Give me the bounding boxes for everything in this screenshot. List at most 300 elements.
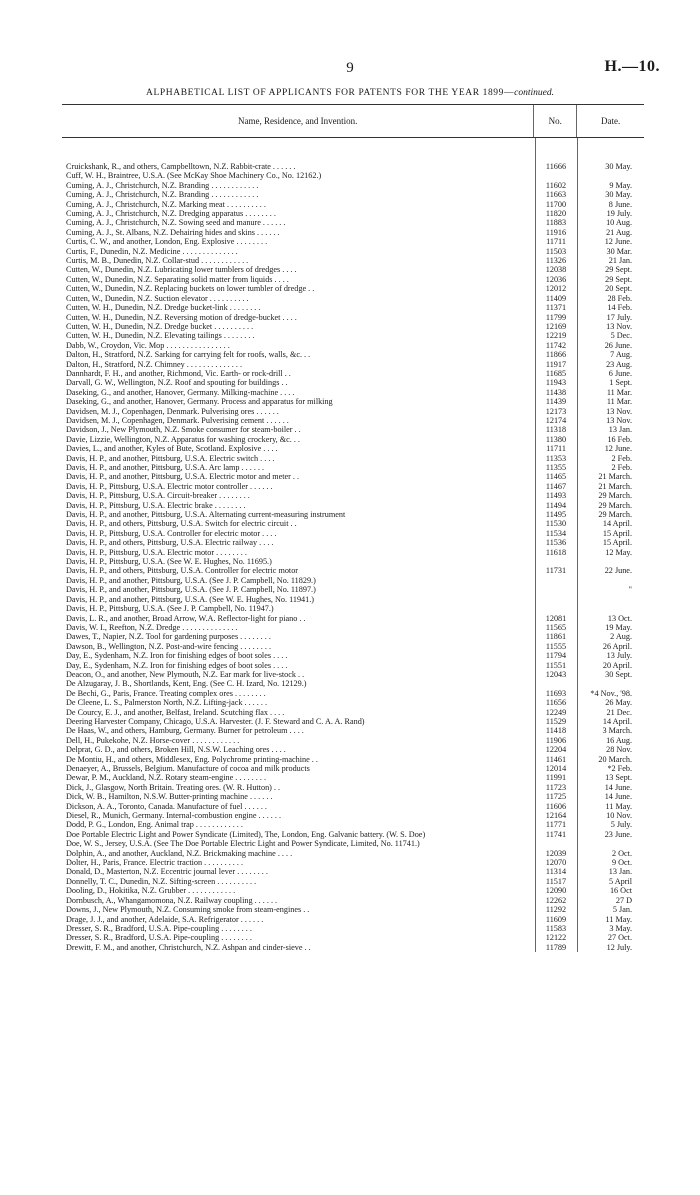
applicant-entry: Davidsen, M. J., Copenhagen, Denmark. Pulverising cement . . . . . . — [66, 415, 289, 425]
application-date: 28 Feb. — [607, 293, 632, 303]
patent-number: 11380 — [545, 434, 567, 444]
application-date: 6 June. — [608, 368, 632, 378]
applicant-entry: Dick, J., Glasgow, North Britain. Treating ores. (W. R. Hutton) . . — [66, 782, 281, 792]
patent-number: 11534 — [545, 528, 567, 538]
application-date: 13 Jan. — [608, 867, 632, 877]
application-date: 14 Feb. — [607, 303, 632, 313]
applicant-entry: Dell, H., Pukekohe, N.Z. Horse-cover . . . . . . . . . . . . — [66, 735, 240, 745]
applicant-entry: Davis, H. P., and another, Pittsburg, U.S.A. (See W. E. Hughes, No. 11941.) — [66, 594, 315, 604]
patent-number: 11465 — [545, 472, 567, 482]
table-row — [62, 181, 644, 190]
patent-number — [535, 171, 577, 180]
table-row — [62, 529, 644, 538]
applicant-entry: Davis, H. P., and another, Pittsburg, U.S.A. Electric switch . . . . — [66, 453, 275, 463]
application-date: 12 June. — [604, 237, 632, 247]
applicant-entry: Day, E., Sydenham, N.Z. Iron for finishing edges of boot soles . . . . — [66, 651, 288, 661]
patent-number: 11656 — [545, 698, 567, 708]
patent-number: 11551 — [545, 660, 567, 670]
table-row — [62, 454, 644, 463]
patent-number: 11583 — [545, 923, 567, 933]
patent-number: 11725 — [545, 792, 567, 802]
application-date: 20 March. — [598, 754, 632, 764]
patent-number — [535, 557, 577, 566]
table-row — [62, 472, 644, 481]
table-row — [62, 265, 644, 274]
applicant-entry: Drage, J. J., and another, Adelaide, S.A. Refrigerator . . . . . . — [66, 914, 264, 924]
application-date: 19 May. — [605, 622, 632, 632]
patent-number: 11700 — [545, 199, 567, 209]
application-date: 8 June. — [608, 199, 632, 209]
patent-number: 11789 — [545, 942, 567, 952]
patent-number: 11292 — [545, 905, 567, 915]
patent-number: 11418 — [545, 726, 567, 736]
application-date: 15 April. — [602, 538, 632, 548]
patent-number: 11917 — [545, 359, 567, 369]
application-date: 2 Oct. — [611, 848, 632, 858]
application-date: 5 Jan. — [612, 905, 632, 915]
patent-number: 11991 — [545, 773, 567, 783]
patent-number: 11326 — [545, 256, 567, 266]
patent-number: 11820 — [545, 209, 567, 219]
table-row — [62, 463, 644, 472]
patent-number: 12038 — [545, 265, 567, 275]
application-date: 29 Sept. — [605, 274, 632, 284]
table-row — [62, 331, 644, 340]
application-date: 20 Sept. — [605, 284, 632, 294]
table-row — [62, 811, 644, 820]
applicant-entry: Cuff, W. H., Braintree, U.S.A. (See McKay Shoe Machinery Co., No. 12162.) — [66, 171, 322, 181]
table-row — [62, 670, 644, 679]
patent-number: 11711 — [546, 444, 566, 454]
application-date: 14 April. — [602, 716, 632, 726]
table-row — [62, 350, 644, 359]
patent-number: 11794 — [545, 651, 567, 661]
patent-number: 11439 — [545, 397, 567, 407]
patent-number: 11355 — [545, 463, 567, 472]
applicant-entry: Donnelly, T. C., Dunedin, N.Z. Sifting-screen . . . . . . . . . . — [66, 876, 257, 886]
table-row — [62, 275, 644, 284]
applicant-entry: Deering Harvester Company, Chicago, U.S.A. Harvester. (J. F. Steward and C. A. A. Rand) — [66, 716, 365, 726]
application-date: 21 March. — [598, 472, 632, 482]
application-date: 5 July. — [610, 820, 632, 830]
applicant-entry: Davis, H. P., and another, Pittsburg, U.S.A. Electric motor and meter . . — [66, 472, 300, 482]
table-row — [62, 247, 644, 256]
column-header-name: Name, Residence, and Invention. — [62, 105, 534, 137]
table-row — [62, 303, 644, 312]
application-date: 3 May. — [609, 923, 632, 933]
patent-number — [535, 585, 577, 594]
application-date: 12 May. — [605, 547, 632, 557]
patent-number: 12039 — [545, 848, 567, 858]
patent-number: 12164 — [545, 811, 567, 821]
table-row — [62, 444, 644, 453]
application-date: 7 Aug. — [610, 350, 632, 360]
patent-number: 11866 — [545, 350, 567, 360]
applicant-entry: Dannhardt, F. H., and another, Richmond, Vic. Earth- or rock-drill . . — [66, 368, 291, 378]
applicant-entry: Cutten, W. H., Dunedin, N.Z. Reversing motion of dredge-bucket . . . . — [66, 312, 297, 322]
applicant-entry: Davis, W. I., Reefton, N.Z. Dredge . . . . . . . . . . . . . . — [66, 622, 238, 632]
applicant-entry: Downs, J., New Plymouth, N.Z. Consuming smoke from steam-engines . . — [66, 905, 310, 915]
table-row — [62, 294, 644, 303]
application-date: 12 July. — [606, 942, 632, 952]
patent-number: 11536 — [545, 538, 567, 548]
applicant-entry: Davis, H. P., and others, Pittsburg, U.S.A. Electric railway . . . . — [66, 538, 274, 548]
application-date: 9 Oct. — [611, 858, 632, 868]
table-body — [62, 138, 644, 952]
table-row — [62, 736, 644, 745]
applicant-entry: Davis, H. P., and others, Pittsburg, U.S.A. Switch for electric circuit . . — [66, 519, 297, 529]
applicant-entry: Daseking, G., and another, Hanover, Germany. Process and apparatus for milking — [66, 397, 333, 407]
applicant-entry: Darvall, G. W., Wellington, N.Z. Roof and spouting for buildings . . — [66, 378, 288, 388]
heading-main: ALPHABETICAL LIST OF APPLICANTS FOR PATENTS FOR THE YEAR 1899— — [146, 88, 515, 98]
applicant-entry: Deacon, O., and another, New Plymouth, N.Z. Ear mark for live-stock . . — [66, 669, 305, 679]
application-date — [577, 604, 644, 613]
patent-number: 11529 — [545, 716, 567, 726]
patent-number: 12169 — [545, 321, 567, 331]
table-row — [62, 538, 644, 547]
application-date: 22 June. — [604, 566, 632, 576]
patent-number: 11314 — [545, 867, 567, 877]
table-row — [62, 237, 644, 246]
patent-number: 11495 — [545, 510, 567, 520]
applicant-entry: De Alzugaray, J. B., Shortlands, Kent, Eng. (See C. H. Izard, No. 12129.) — [66, 679, 307, 689]
application-date: 5 April — [609, 876, 632, 886]
document-reference: H.—10. — [604, 58, 660, 75]
table-row — [62, 614, 644, 623]
patent-number: 12173 — [545, 406, 567, 416]
patent-number: 12014 — [545, 764, 567, 773]
applicant-entry: Cuming, A. J., Christchurch, N.Z. Branding . . . . . . . . . . . . — [66, 190, 259, 200]
table-row — [62, 548, 644, 557]
column-header-date: Date. — [600, 116, 621, 126]
application-date: 29 March. — [598, 491, 632, 501]
patent-number: 11555 — [545, 641, 567, 651]
applicant-entry: Davis, H. P., and others, Pittsburg, U.S.A. Controller for electric motor — [66, 566, 299, 576]
patent-number: 12070 — [545, 858, 567, 868]
table-row — [62, 632, 644, 641]
applicant-entry: De Bechi, G., Paris, France. Treating complex ores . . . . . . . . — [66, 688, 266, 698]
table-row — [62, 642, 644, 651]
table-row — [62, 425, 644, 434]
applicant-entry: Dickson, A. A., Toronto, Canada. Manufacture of fuel . . . . . . — [66, 801, 267, 811]
table-row — [62, 557, 644, 566]
application-date: 1 Sept. — [609, 378, 632, 388]
applicant-entry: Dalton, H., Stratford, N.Z. Sarking for carrying felt for roofs, walls, &c. . . — [66, 350, 311, 360]
application-date: 2 Feb. — [611, 453, 632, 463]
application-date: *2 Feb. — [607, 764, 632, 773]
applicant-entry: Cuming, A. J., St. Albans, N.Z. Dehairing hides and skins . . . . . . — [66, 227, 280, 237]
applicant-entry: Davis, H. P., Pittsburg, U.S.A. Circuit-breaker . . . . . . . . — [66, 491, 250, 501]
application-date: 10 Nov. — [606, 811, 632, 821]
table-row — [62, 369, 644, 378]
applicant-entry: Dewar, P. M., Auckland, N.Z. Rotary steam-engine . . . . . . . . — [66, 773, 266, 783]
application-date: 2 Aug. — [610, 632, 632, 642]
application-date: 30 May. — [605, 162, 632, 171]
application-date — [577, 576, 644, 585]
patent-number: 12081 — [545, 613, 567, 623]
patent-number: 11916 — [545, 227, 567, 237]
application-date: 20 April. — [602, 660, 632, 670]
application-date: 16 Feb. — [607, 434, 632, 444]
application-date: 26 April. — [602, 641, 632, 651]
application-date: 3 March. — [602, 726, 632, 736]
applicant-entry: Curtis, F., Dunedin, N.Z. Medicine . . . . . . . . . . . . . . — [66, 246, 238, 256]
application-date: 2 Feb. — [611, 463, 632, 472]
table-row — [62, 228, 644, 237]
applicant-entry: Davis, L. R., and another, Broad Arrow, W.A. Reflector-light for piano . . — [66, 613, 306, 623]
application-date: " — [628, 585, 632, 595]
application-date: 21 Aug. — [606, 227, 632, 237]
table-row — [62, 896, 644, 905]
table-row — [62, 679, 644, 688]
table-row — [62, 849, 644, 858]
table-row — [62, 623, 644, 632]
patent-number: 12012 — [545, 284, 567, 294]
applicant-entry: Dresser, S. R., Bradford, U.S.A. Pipe-coupling . . . . . . . . — [66, 923, 252, 933]
table-row — [62, 764, 644, 773]
table-row — [62, 407, 644, 416]
applicant-entry: Dooling, D., Hokitika, N.Z. Grubber . . . . . . . . . . . . — [66, 886, 236, 896]
applicants-table — [62, 104, 644, 952]
patent-number: 11685 — [545, 368, 567, 378]
table-row — [62, 491, 644, 500]
application-date: 27 D — [615, 895, 632, 905]
applicant-entry: De Montiu, H., and others, Middlesex, Eng. Polychrome printing-machine . . — [66, 754, 318, 764]
table-row — [62, 783, 644, 792]
patent-number: 11493 — [545, 491, 567, 501]
patent-number: 11771 — [545, 820, 567, 830]
patent-number: 11606 — [545, 801, 567, 811]
application-date: 11 May. — [605, 801, 632, 811]
applicant-entry: Cutten, W., Dunedin, N.Z. Lubricating lower tumblers of dredges . . . . — [66, 265, 297, 275]
table-row — [62, 209, 644, 218]
application-date: 15 April. — [602, 528, 632, 538]
patent-number: 12122 — [545, 933, 567, 943]
table-row — [62, 820, 644, 829]
patent-number: 11602 — [545, 180, 567, 190]
application-date — [577, 679, 644, 688]
patent-number — [535, 595, 577, 604]
table-row — [62, 773, 644, 782]
applicant-entry: Dolter, H., Paris, France. Electric traction . . . . . . . . . . — [66, 858, 244, 868]
application-date: 13 Jan. — [608, 425, 632, 435]
application-date: 30 Sept. — [605, 669, 632, 679]
page-number: 9 — [346, 60, 354, 76]
application-date — [577, 595, 644, 604]
application-date — [577, 171, 644, 180]
table-row — [62, 388, 644, 397]
table-row — [62, 943, 644, 952]
page-heading — [0, 88, 700, 98]
patent-number — [535, 604, 577, 613]
patent-number: 11711 — [546, 237, 566, 247]
patent-number: 12036 — [545, 274, 567, 284]
applicant-entry: Dabb, W., Croydon, Vic. Mop . . . . . . . . . . . . . . . . — [66, 340, 230, 350]
patent-number: 12090 — [545, 886, 567, 896]
table-row — [62, 708, 644, 717]
patent-number: 11861 — [545, 632, 567, 642]
application-date: *4 Nov., '98. — [590, 688, 632, 698]
applicant-entry: Cutten, W., Dunedin, N.Z. Replacing buckets on lower tumbler of dredge . . — [66, 284, 315, 294]
applicant-entry: Davidsen, M. J., Copenhagen, Denmark. Pulverising ores . . . . . . — [66, 406, 279, 416]
applicant-entry: Davidson, J., New Plymouth, N.Z. Smoke consumer for steam-boiler . . — [66, 425, 301, 435]
table-row — [62, 745, 644, 754]
applicant-entry: Cuming, A. J., Christchurch, N.Z. Sowing seed and manure . . . . . . — [66, 218, 286, 228]
application-date: 13 Oct. — [607, 613, 632, 623]
patent-number — [535, 839, 577, 848]
table-row — [62, 726, 644, 735]
applicant-entry: Doe, W. S., Jersey, U.S.A. (See The Doe Portable Electric Light and Power Syndicate, Limited, No. 11741.) — [66, 839, 420, 849]
patent-number: 11371 — [545, 303, 567, 313]
patent-number: 11517 — [545, 876, 567, 886]
applicant-entry: Day, E., Sydenham, N.Z. Iron for finishing edges of boot soles . . . . — [66, 660, 288, 670]
column-header-no: No. — [534, 105, 577, 137]
patent-number — [535, 576, 577, 585]
table-row — [62, 284, 644, 293]
applicant-entry: Dodd, P. G., London, Eng. Animal trap . . . . . . . . . . . . — [66, 820, 243, 830]
applicant-entry: Cutten, W., Dunedin, N.Z. Suction elevator . . . . . . . . . . — [66, 293, 249, 303]
applicant-entry: Davis, H. P., Pittsburg, U.S.A. Electric brake . . . . . . . . — [66, 500, 246, 510]
applicant-entry: Daseking, G., and another, Hanover, Germany. Milking-machine . . . . — [66, 387, 295, 397]
table-row — [62, 604, 644, 613]
table-row — [62, 322, 644, 331]
table-row — [62, 200, 644, 209]
patent-number: 11565 — [545, 622, 567, 632]
applicant-entry: Davis, H. P., and another, Pittsburg, U.S.A. (See J. P. Campbell, No. 11829.) — [66, 575, 316, 585]
table-row — [62, 924, 644, 933]
table-row — [62, 886, 644, 895]
applicant-entry: Dornbusch, A., Whangamomona, N.Z. Railway coupling . . . . . . — [66, 895, 278, 905]
table-row — [62, 792, 644, 801]
table-row — [62, 595, 644, 604]
table-row — [62, 397, 644, 406]
application-date: 26 May. — [605, 698, 632, 708]
patent-number: 12249 — [545, 707, 567, 717]
application-date: 21 Dec. — [606, 707, 632, 717]
applicant-entry: Dalton, H., Stratford, N.Z. Chimney . . . . . . . . . . . . . . — [66, 359, 243, 369]
applicant-entry: Davis, H. P., and another, Pittsburg, U.S.A. Arc lamp . . . . . . — [66, 463, 265, 472]
applicant-entry: Donald, D., Masterton, N.Z. Eccentric journal lever . . . . . . . . — [66, 867, 268, 877]
table-row — [62, 416, 644, 425]
table-row — [62, 915, 644, 924]
application-date: 23 June. — [604, 829, 632, 839]
application-date: 11 Mar. — [606, 397, 632, 407]
applicant-entry: Cutten, W. H., Dunedin, N.Z. Elevating tailings . . . . . . . . — [66, 331, 255, 341]
applicant-entry: Dick, W. B., Hamilton, N.S.W. Butter-printing machine . . . . . . — [66, 792, 273, 802]
table-row — [62, 651, 644, 660]
application-date: 17 July. — [606, 312, 632, 322]
patent-number: 11906 — [545, 735, 567, 745]
applicant-entry: Davis, H. P., Pittsburg, U.S.A. Electric motor . . . . . . . . — [66, 547, 247, 557]
applicant-entry: Diesel, R., Munich, Germany. Internal-combustion engine . . . . . . — [66, 811, 282, 821]
applicant-entry: Cutten, W. H., Dunedin, N.Z. Dredge bucket . . . . . . . . . . — [66, 321, 254, 331]
patent-number: 11467 — [545, 481, 567, 491]
patent-number — [535, 679, 577, 688]
table-row — [62, 755, 644, 764]
table-row — [62, 482, 644, 491]
application-date — [577, 557, 644, 566]
patent-number: 11799 — [545, 312, 567, 322]
applicant-entry: Davis, H. P., Pittsburg, U.S.A. (See J. P. Campbell, No. 11947.) — [66, 604, 274, 614]
application-date: 13 Nov. — [606, 321, 632, 331]
applicant-entry: De Courcy, E. J., and another, Belfast, Ireland. Scutching flax . . . . — [66, 707, 285, 717]
applicant-entry: Drewitt, F. M., and another, Christchurch, N.Z. Ashpan and cinder-sieve . . — [66, 942, 311, 952]
table-row — [62, 378, 644, 387]
table-row — [62, 190, 644, 199]
applicant-entry: Dawson, B., Wellington, N.Z. Post-and-wire fencing . . . . . . . . — [66, 641, 271, 651]
table-row — [62, 661, 644, 670]
patent-number: 12043 — [545, 669, 567, 679]
application-date: 10 Aug. — [606, 218, 632, 228]
patent-number: 11943 — [545, 378, 567, 388]
applicant-entry: Curtis, C. W., and another, London, Eng. Explosive . . . . . . . . — [66, 237, 268, 247]
applicant-entry: Davie, Lizzie, Wellington, N.Z. Apparatus for washing crockery, &c. . . — [66, 434, 300, 444]
applicant-entry: Cutten, W. H., Dunedin, N.Z. Dredge bucket-link . . . . . . . . — [66, 303, 261, 313]
patent-number: 11353 — [545, 453, 567, 463]
application-date: 26 June. — [604, 340, 632, 350]
applicant-entry: Curtis, M. B., Dunedin, N.Z. Collar-stud . . . . . . . . . . . . — [66, 256, 249, 266]
application-date: 30 Mar. — [606, 246, 632, 256]
application-date: 16 Oct — [609, 886, 632, 896]
applicant-entry: Davis, H. P., Pittsburg, U.S.A. Controller for electric motor . . . . — [66, 528, 277, 538]
application-date: 11 May. — [605, 914, 632, 924]
application-date: 11 Mar. — [606, 387, 632, 397]
applicant-entry: Davis, H. P., Pittsburg, U.S.A. (See W. E. Hughes, No. 11695.) — [66, 557, 272, 567]
patent-number: 11883 — [545, 218, 567, 228]
application-date: 23 Aug. — [606, 359, 632, 369]
patent-number: 11666 — [545, 162, 567, 171]
applicant-entry: Dolphin, A., and another, Auckland, N.Z. Brickmaking machine . . . . — [66, 848, 293, 858]
table-row — [62, 341, 644, 350]
patent-number: 12219 — [545, 331, 567, 341]
application-date: 14 June. — [604, 792, 632, 802]
patent-number: 11618 — [545, 547, 567, 557]
table-row — [62, 585, 644, 594]
table-row — [62, 858, 644, 867]
table-row — [62, 839, 644, 848]
application-date: 9 May. — [609, 180, 632, 190]
table-row — [62, 313, 644, 322]
table-header — [62, 105, 644, 138]
table-row — [62, 256, 644, 265]
table-row — [62, 867, 644, 876]
table-row — [62, 830, 644, 839]
applicant-entry: Davies, L., and another, Kyles of Bute, Scotland. Explosive . . . . — [66, 444, 278, 454]
table-row — [62, 717, 644, 726]
application-date: 16 Aug. — [606, 735, 632, 745]
table-row — [62, 171, 644, 180]
applicant-entry: Davis, H. P., and another, Pittsburg, U.S.A. Alternating current-measuring instrument — [66, 510, 346, 520]
application-date: 13 July. — [606, 651, 632, 661]
application-date: 21 Jan. — [608, 256, 632, 266]
table-row — [62, 218, 644, 227]
application-date: 19 July. — [606, 209, 632, 219]
patent-number: 11318 — [545, 425, 567, 435]
table-row — [62, 877, 644, 886]
table-top-spacer — [62, 138, 644, 162]
application-date: 28 Nov. — [606, 745, 632, 755]
applicant-entry: Cuming, A. J., Christchurch, N.Z. Marking meat . . . . . . . . . . — [66, 199, 266, 209]
application-date: 14 June. — [604, 782, 632, 792]
applicant-entry: Davis, H. P., and another, Pittsburg, U.S.A. (See J. P. Campbell, No. 11897.) — [66, 585, 316, 595]
applicant-entry: Cruickshank, R., and others, Campbelltown, N.Z. Rabbit-crate . . . . . . — [66, 162, 296, 171]
application-date: 29 March. — [598, 500, 632, 510]
table-row — [62, 698, 644, 707]
patent-number: 11609 — [545, 914, 567, 924]
patent-number: 11742 — [545, 340, 567, 350]
table-row — [62, 162, 644, 171]
table-row — [62, 576, 644, 585]
